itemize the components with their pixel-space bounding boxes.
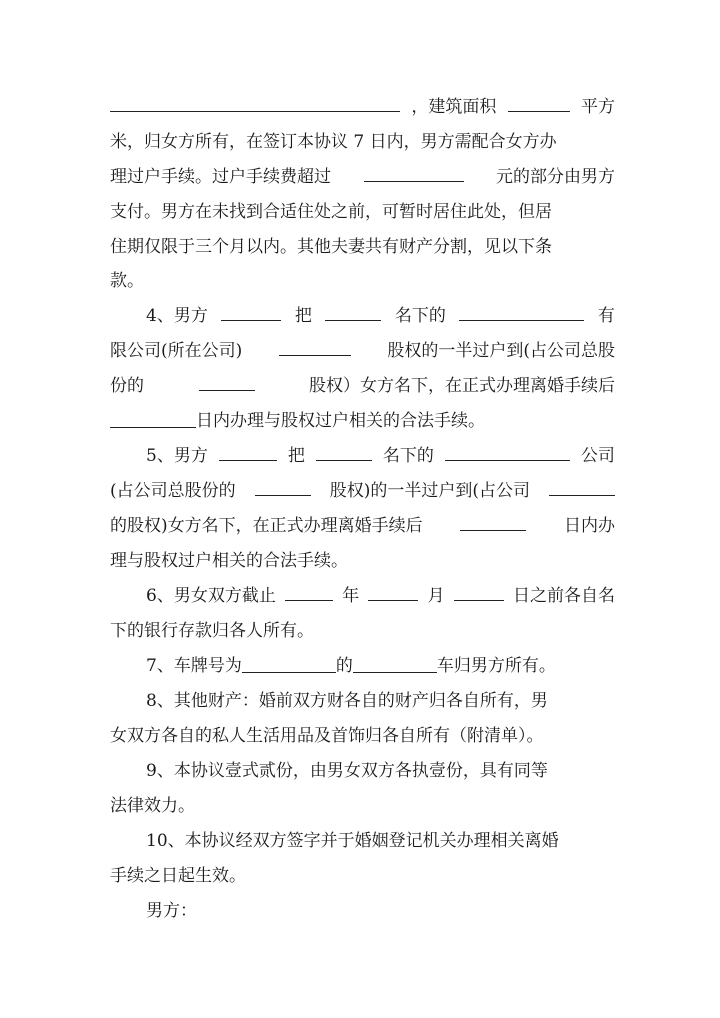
text-you: 有: [597, 306, 615, 326]
blank-month: [368, 580, 418, 601]
text-before-day: 日之前各自名: [512, 586, 615, 606]
blank-company-name: [445, 440, 570, 461]
clause-8-line-2: [110, 720, 615, 752]
para-property-line-4: [110, 196, 615, 228]
text-company: 公司: [580, 446, 615, 466]
text-line: 手续之日起生效。: [110, 866, 246, 886]
text-line: 法律效力。: [110, 796, 195, 816]
text-legal-procedures: 理与股权过户相关的合法手续。: [110, 551, 348, 571]
clause-6-line-1: [146, 580, 615, 612]
text-clause-4-male: 4、男方: [146, 306, 208, 326]
text-ltd-company: 限公司(所在公司): [110, 341, 243, 361]
text-total-share: (占公司总股份的: [110, 481, 236, 501]
text-car-male: 车归男方所有。: [436, 656, 556, 676]
blank-day: [454, 580, 504, 601]
text-bank-deposits: 下的银行存款归各人所有。: [110, 621, 314, 641]
text-equity-female: 的股权)女方名下，在正式办理离婚手续后: [110, 516, 423, 536]
clause-4-line-4: [110, 405, 615, 437]
text-half-transfer: 股权的一半过户到(占公司总股: [387, 341, 615, 361]
text-year: 年: [342, 586, 360, 606]
text-line: 米，归女方所有，在签订本协议 7 日内，男方需配合女方办: [110, 132, 557, 152]
blank-holder-name: [316, 440, 372, 461]
text-clause-5-male: 5、男方: [146, 446, 208, 466]
text-half-transfer: 股权)的一半过户到(占公司: [329, 481, 530, 501]
blank-male-name: [221, 300, 281, 321]
para-property-line-6: [110, 265, 615, 297]
clause-8-line-1: [146, 685, 615, 717]
clause-9-line-2: [110, 790, 615, 822]
text-line: 8、其他财产：婚前双方财各自的财产归各自所有，男: [146, 691, 548, 711]
text-deadline: 6、男女双方截止: [146, 586, 276, 606]
blank-area: [508, 91, 570, 112]
signature-male: [146, 895, 615, 927]
blank-share-percent-2: [549, 475, 615, 496]
blank-fee: [364, 161, 464, 182]
text-fee-exceed: 理过户手续。过户手续费超过: [110, 167, 331, 187]
blank-holder-name: [325, 300, 381, 321]
blank-days: [110, 407, 196, 428]
text-equity-female: 股权）女方名下，在正式办理离婚手续后: [309, 376, 615, 396]
text-ba: 把: [287, 446, 305, 466]
blank-company-name: [459, 300, 584, 321]
clause-4-line-1: [146, 300, 615, 332]
clause-4-line-3: [110, 370, 615, 402]
clause-10-line-2: [110, 860, 615, 892]
text-paid-by-male: 元的部分由男方: [496, 167, 615, 187]
blank-days: [460, 510, 526, 531]
clause-5-line-2: [110, 475, 615, 507]
text-building-area: ，建筑面积: [411, 97, 497, 117]
text-month: 月: [427, 586, 445, 606]
text-plate-number: 7、车牌号为: [146, 656, 242, 676]
blank-year: [285, 580, 333, 601]
text-line: 女双方各自的私人生活用品及首饰归各自所有（附清单）。: [110, 726, 544, 746]
para-property-line-5: [110, 231, 615, 263]
blank-share-percent: [255, 475, 311, 496]
text-square: 平方: [580, 97, 615, 117]
text-line: 9、本协议壹式贰份，由男女双方各执壹份，具有同等: [146, 761, 548, 781]
clause-6-line-2: [110, 615, 615, 647]
clause-4-line-2: [110, 335, 615, 367]
para-property-line-3: [110, 161, 615, 193]
blank-male-name: [219, 440, 277, 461]
text-line: 10、本协议经双方签字并于婚姻登记机关办理相关离婚: [146, 831, 559, 851]
blank-company: [279, 335, 351, 356]
blank-plate: [242, 652, 336, 673]
clause-5-line-4: [110, 545, 615, 577]
text-under-name: 名下的: [382, 446, 434, 466]
blank-share-percent: [199, 370, 255, 391]
text-under-name: 名下的: [394, 306, 446, 326]
text-legal-procedures: 日内办理与股权过户相关的合法手续。: [196, 411, 485, 431]
text-line: 款。: [110, 271, 144, 291]
clause-7-line-1: [146, 650, 615, 682]
text-ba: 把: [294, 306, 312, 326]
text-share-of: 份的: [110, 376, 144, 396]
text-line: 住期仅限于三个月以内。其他夫妻共有财产分割，见以下条: [110, 237, 552, 257]
text-male-signature-label: 男方：: [146, 901, 197, 921]
clause-10-line-1: [146, 825, 615, 857]
text-within-days: 日内办: [563, 516, 615, 536]
para-property-line-1: [110, 91, 615, 123]
blank-car-model: [353, 652, 437, 673]
para-property-line-2: [110, 126, 615, 158]
clause-5-line-3: [110, 510, 615, 542]
blank-address: [110, 91, 400, 112]
text-line: 支付。男方在未找到合适住处之前，可暂时居住此处，但居: [110, 202, 552, 222]
clause-5-line-1: [146, 440, 615, 472]
clause-9-line-1: [146, 755, 615, 787]
text-de: 的: [335, 656, 353, 676]
